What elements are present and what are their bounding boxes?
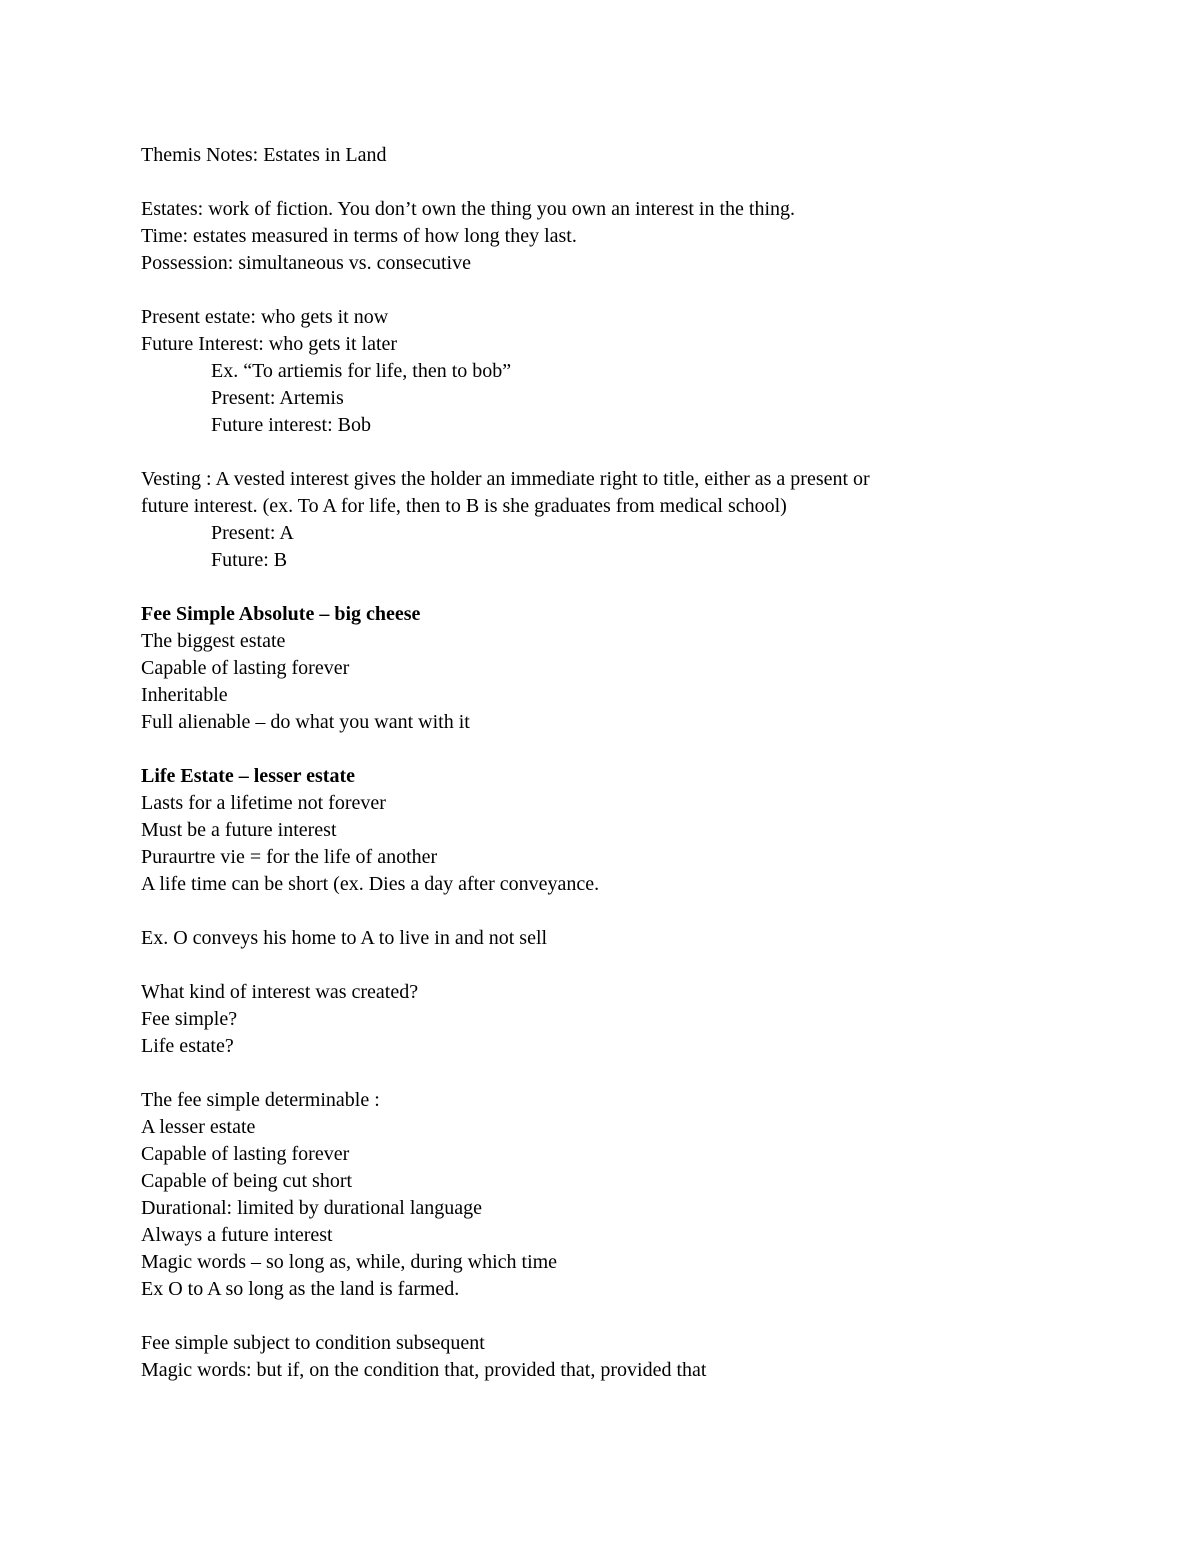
fsd-item: Capable of being cut short bbox=[141, 1170, 353, 1192]
fsa-item: Full alienable – do what you want with it bbox=[141, 711, 470, 733]
document-title: Themis Notes: Estates in Land bbox=[141, 144, 387, 166]
question-line: Fee simple? bbox=[141, 1008, 238, 1030]
life-estate-item: Puraurtre vie = for the life of another bbox=[141, 846, 438, 868]
spacer bbox=[141, 277, 1041, 304]
spacer bbox=[141, 574, 1041, 601]
life-estate-item: Must be a future interest bbox=[141, 819, 337, 841]
future-interest-line: Future Interest: who gets it later bbox=[141, 333, 398, 355]
fsd-item: Capable of lasting forever bbox=[141, 1143, 350, 1165]
life-estate-item: A life time can be short (ex. Dies a day after conveyance. bbox=[141, 873, 600, 895]
spacer bbox=[141, 169, 1041, 196]
present-estate-line: Present estate: who gets it now bbox=[141, 306, 389, 328]
fsd-item: Durational: limited by durational language bbox=[141, 1197, 483, 1219]
artemis-present: Present: Artemis bbox=[211, 387, 344, 409]
fsd-item: Magic words – so long as, while, during which time bbox=[141, 1251, 558, 1273]
spacer bbox=[141, 952, 1041, 979]
spacer bbox=[141, 439, 1041, 466]
question-line: Life estate? bbox=[141, 1035, 234, 1057]
condition-subsequent-magic-words: Magic words: but if, on the condition that, provided that, provided that bbox=[141, 1359, 707, 1381]
fsd-item: Always a future interest bbox=[141, 1224, 333, 1246]
fsd-item: A lesser estate bbox=[141, 1116, 256, 1138]
spacer bbox=[141, 1060, 1041, 1087]
notes-body bbox=[141, 142, 1041, 1384]
fee-simple-absolute-heading: Fee Simple Absolute – big cheese bbox=[141, 603, 421, 625]
intro-possession: Possession: simultaneous vs. consecutive bbox=[141, 252, 471, 274]
vesting-future: Future: B bbox=[211, 549, 288, 571]
fsd-item: Ex O to A so long as the land is farmed. bbox=[141, 1278, 460, 1300]
life-estate-heading: Life Estate – lesser estate bbox=[141, 765, 356, 787]
fsa-item: Capable of lasting forever bbox=[141, 657, 350, 679]
conveys-example: Ex. O conveys his home to A to live in and not sell bbox=[141, 927, 548, 949]
condition-subsequent-heading: Fee simple subject to condition subsequent bbox=[141, 1332, 485, 1354]
fsa-item: The biggest estate bbox=[141, 630, 286, 652]
fsa-item: Inheritable bbox=[141, 684, 228, 706]
intro-time: Time: estates measured in terms of how long they last. bbox=[141, 225, 577, 247]
artemis-future: Future interest: Bob bbox=[211, 414, 371, 436]
fee-simple-determinable-heading: The fee simple determinable : bbox=[141, 1089, 380, 1111]
spacer bbox=[141, 736, 1041, 763]
life-estate-item: Lasts for a lifetime not forever bbox=[141, 792, 386, 814]
artemis-example: Ex. “To artiemis for life, then to bob” bbox=[211, 360, 512, 382]
intro-estates: Estates: work of fiction. You don’t own the thing you own an interest in the thing. bbox=[141, 198, 796, 220]
vesting-line-2: future interest. (ex. To A for life, then to B is she graduates from medical school) bbox=[141, 495, 787, 517]
vesting-present: Present: A bbox=[211, 522, 294, 544]
vesting-line-1: Vesting : A vested interest gives the holder an immediate right to title, either as a present or bbox=[141, 468, 870, 490]
spacer bbox=[141, 898, 1041, 925]
spacer bbox=[141, 1303, 1041, 1330]
question-line: What kind of interest was created? bbox=[141, 981, 419, 1003]
